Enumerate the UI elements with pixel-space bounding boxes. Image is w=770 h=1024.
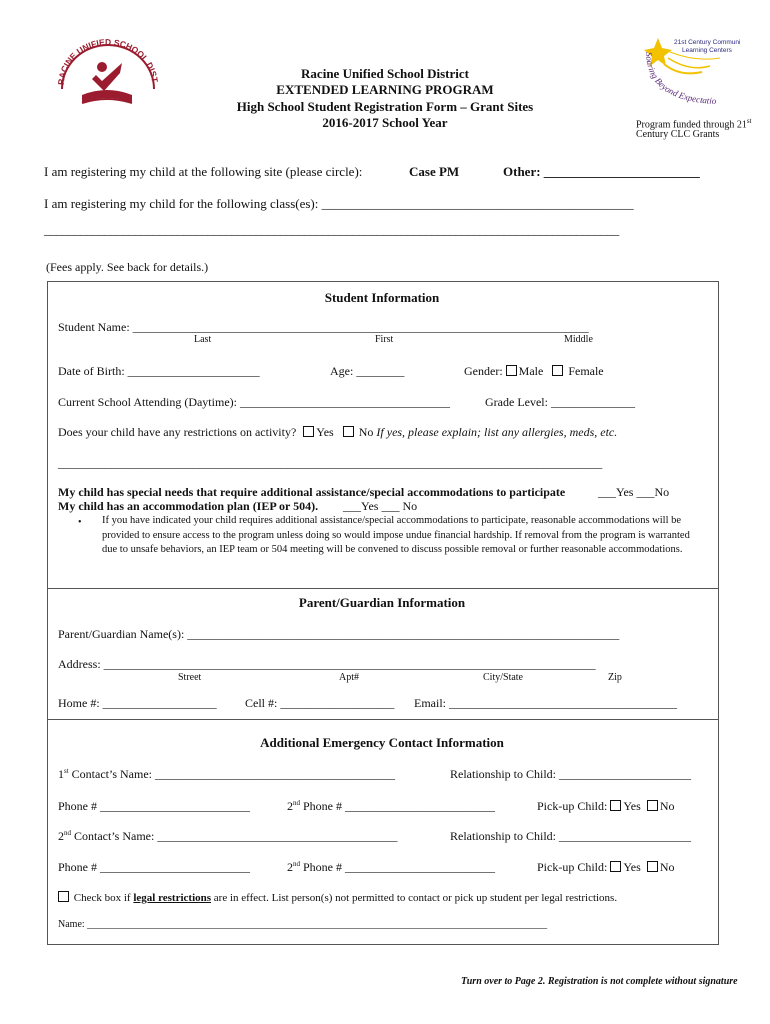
contact2-pickup-label: Pick-up Child:	[537, 860, 608, 874]
restrictions-line[interactable]: _____________________________________________________________________________________________	[58, 456, 603, 470]
contact1-phone2-sup: nd	[293, 799, 300, 807]
accommodation-plan-answers[interactable]: ___Yes ___ No	[343, 499, 418, 513]
contact1-phone2-label: Phone # _________________________	[300, 799, 495, 813]
gender-row	[464, 364, 604, 379]
student-info-title: Student Information	[324, 290, 440, 305]
contact2-sup: nd	[64, 829, 71, 837]
contact1-pickup-row	[537, 799, 674, 814]
restricted-person-name-field[interactable]: Name: ____________________________________________________________________________________________	[58, 919, 548, 930]
student-name-first-label: First	[375, 334, 394, 345]
contact2-pickup-row	[537, 860, 674, 875]
home-phone-field[interactable]: Home #: ___________________	[58, 696, 217, 710]
emergency-contact-title: Additional Emergency Contact Information	[260, 735, 504, 750]
site-prompt: I am registering my child at the following site (please circle):	[44, 164, 363, 179]
contact1-name-field[interactable]	[58, 767, 395, 782]
site-case-pm[interactable]: Case PM	[409, 164, 460, 179]
district-logo	[52, 33, 162, 113]
address-field[interactable]: Address: __________________________________________________________________________________	[58, 657, 596, 671]
restrictions-question: Does your child have any restrictions on activity?	[58, 425, 297, 439]
logo-right-text2: Learning Centers	[682, 47, 732, 54]
contact2-pickup-yes-checkbox[interactable]	[610, 861, 621, 872]
gender-female-label: Female	[568, 364, 604, 378]
contact1-relationship-field[interactable]: Relationship to Child: ______________________	[450, 767, 692, 781]
accommodation-note: If you have indicated your child requires additional assistance/special accommodations to participate, reasonable accommodations will be provided to ensure access to the program unless doing so would impose undue financial hardship. If removal from the program is warranted due to unsafe behaviors, an IEP team or 504 meeting will be convened to discuss possible removal or further reasonable accommodations.	[102, 515, 690, 556]
logo-left-arc-text: RACINE UNIFIED SCHOOL DIST	[55, 36, 160, 86]
restrictions-explain: If yes, please explain; list any allergies, meds, etc.	[376, 425, 618, 439]
age-field[interactable]: Age: ________	[330, 364, 405, 378]
classes-prompt[interactable]: I am registering my child for the following class(es): ________________________________________________	[44, 196, 634, 211]
contact2-phone-field[interactable]: Phone # _________________________	[58, 860, 250, 874]
school-year: 2016-2017 School Year	[322, 115, 448, 130]
contact2-phone2-sup: nd	[293, 860, 300, 868]
contact1-phone-field[interactable]: Phone # _________________________	[58, 799, 250, 813]
gender-female-checkbox[interactable]	[552, 365, 563, 376]
contact2-label: Contact’s Name: ________________________________________	[71, 829, 398, 843]
email-field[interactable]: Email: ______________________________________	[414, 696, 677, 710]
special-needs-question: My child has special needs that require additional assistance/special accommodations to participate	[58, 485, 566, 499]
logo-right-text1: 21st Century Community	[674, 39, 740, 46]
grade-field[interactable]: Grade Level: ______________	[485, 395, 635, 409]
contact2-phone2-number: 2	[287, 860, 293, 874]
contact1-pickup-no-checkbox[interactable]	[647, 800, 658, 811]
restrictions-no-checkbox[interactable]	[343, 426, 354, 437]
contact1-pickup-label: Pick-up Child:	[537, 799, 608, 813]
gender-label: Gender:	[464, 364, 503, 378]
address-city-label: City/State	[483, 672, 523, 683]
legal-restrictions-post: are in effect. List person(s) not permitted to contact or pick up student per legal restrictions.	[211, 892, 618, 904]
legal-restrictions-checkbox[interactable]	[58, 891, 69, 902]
restrictions-yes-checkbox[interactable]	[303, 426, 314, 437]
legal-restrictions-emphasis: legal restrictions	[133, 892, 212, 904]
contact1-pickup-no-label: No	[659, 799, 675, 813]
contact1-phone2-field[interactable]	[287, 799, 495, 814]
contact2-pickup-yes-label: Yes	[623, 860, 641, 874]
contact1-phone2-number: 2	[287, 799, 293, 813]
contact1-label: Contact’s Name: ________________________________________	[68, 767, 395, 781]
contact1-number: 1	[58, 767, 64, 781]
gender-male-label: Male	[518, 364, 544, 378]
parent-info-title: Parent/Guardian Information	[298, 595, 466, 610]
contact2-name-field[interactable]	[58, 829, 397, 844]
restrictions-row	[58, 425, 617, 440]
contact1-pickup-yes-checkbox[interactable]	[610, 800, 621, 811]
cell-phone-field[interactable]: Cell #: ___________________	[245, 696, 395, 710]
logo-right-arc-text: Soaring Beyond Expectatio	[643, 51, 717, 106]
parent-names-field[interactable]: Parent/Guardian Name(s): ________________________________________________________________________	[58, 627, 620, 641]
note-bullet: •	[78, 517, 82, 528]
legal-restrictions-row	[58, 891, 617, 904]
address-apt-label: Apt#	[339, 672, 359, 683]
funding-line2: Century CLC Grants	[636, 129, 720, 140]
student-name-field[interactable]: Student Name: ____________________________________________________________________________	[58, 320, 589, 334]
fees-note: (Fees apply. See back for details.)	[46, 260, 209, 274]
contact2-phone2-label: Phone # _________________________	[300, 860, 495, 874]
contact2-pickup-no-label: No	[659, 860, 675, 874]
district-name: Racine Unified School District	[301, 66, 469, 81]
contact2-number: 2	[58, 829, 64, 843]
footer-note: Turn over to Page 2. Registration is not complete without signature	[461, 976, 738, 987]
contact2-pickup-no-checkbox[interactable]	[647, 861, 658, 872]
clc-logo	[640, 32, 740, 117]
legal-restrictions-pre: Check box if	[73, 892, 134, 904]
accommodation-plan-question: My child has an accommodation plan (IEP or 504).	[58, 499, 319, 513]
restrictions-no-label: No	[358, 425, 374, 439]
restrictions-yes-label: Yes	[316, 425, 334, 439]
program-name: EXTENDED LEARNING PROGRAM	[276, 82, 494, 97]
student-name-middle-label: Middle	[564, 334, 593, 345]
dob-field[interactable]: Date of Birth: ______________________	[58, 364, 260, 378]
classes-line[interactable]: _______________________________________________________________________________________________	[44, 222, 619, 237]
special-needs-answers[interactable]: ___Yes ___No	[598, 485, 670, 499]
funding-sup: st	[746, 117, 752, 125]
address-zip-label: Zip	[608, 672, 622, 683]
contact2-phone2-field[interactable]	[287, 860, 495, 875]
contact1-pickup-yes-label: Yes	[623, 799, 641, 813]
gender-male-checkbox[interactable]	[506, 365, 517, 376]
student-name-last-label: Last	[194, 334, 212, 345]
form-title: High School Student Registration Form – Grant Sites	[236, 99, 534, 114]
funding-line1: Program funded through 21	[636, 119, 747, 131]
site-other[interactable]: Other: ________________________	[503, 164, 700, 179]
contact2-relationship-field[interactable]: Relationship to Child: ______________________	[450, 829, 692, 843]
contact1-sup: st	[64, 767, 69, 775]
school-field[interactable]: Current School Attending (Daytime): ___________________________________	[58, 395, 450, 409]
address-street-label: Street	[178, 672, 202, 683]
